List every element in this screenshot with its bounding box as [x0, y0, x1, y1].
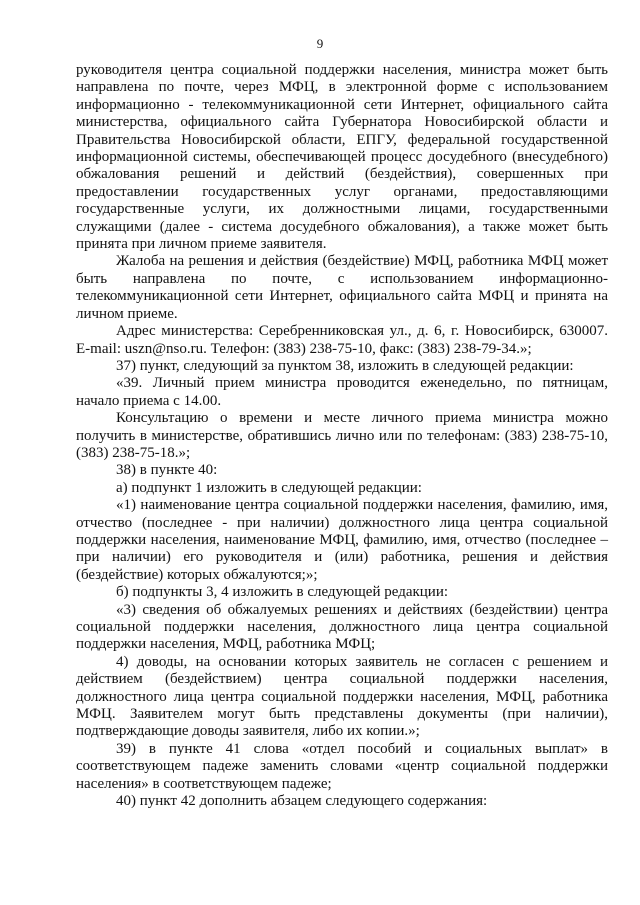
page-number: 9 — [316, 36, 324, 51]
paragraph: 38) в пункте 40: — [116, 462, 218, 479]
paragraph: 39) в пункте 41 слова «отдел пособий и социальных выплат» в соответствующем падеже заменить словами «центр социальной поддержки населения» в соответствующем падеже; — [76, 740, 608, 792]
paragraph: Адрес министерства: Серебренниковская ул., д. 6, г. Новосибирск, 630007. E-mail: uszn@nso.ru. Телефон: (383) 238-75-10, факс: (383) 238-79-34.»; — [76, 323, 608, 357]
paragraph: 4) доводы, на основании которых заявитель не согласен с решением и действием (бездействием) центра социальной поддержки населения, должностного лица центра социальной поддержки населения, МФЦ, работника МФЦ. Заявителем могут быть представлены документы (при наличии), подтверждающие доводы заявителя, либо их копии.»; — [76, 653, 608, 740]
paragraph: «3) сведения об обжалуемых решениях и действиях (бездействии) центра социальной поддержки населения, должностного лица центра социальной поддержки населения, МФЦ, работника МФЦ; — [76, 601, 608, 653]
paragraph: «39. Личный прием министра проводится еженедельно, по пятницам, начало приема с 14.00. — [76, 375, 608, 409]
paragraph: 37) пункт, следующий за пунктом 38, изложить в следующей редакции: — [116, 357, 574, 374]
paragraph: «1) наименование центра социальной поддержки населения, фамилию, имя, отчество (последнее - при наличии) должностного лица центра социальной поддержки населения, наименование МФЦ, фамилию, имя, отчество (последнее – при наличии) его руководителя и (или) работника, решения и действия (бездействие) которых обжалуются;»; — [76, 497, 608, 583]
paragraph: 40) пункт 42 дополнить абзацем следующего содержания: — [116, 793, 488, 810]
paragraph: Жалоба на решения и действия (бездействие) МФЦ, работника МФЦ может быть направлена по почте, с использованием информационно-телекоммуникационной сети Интернет, официального сайта МФЦ и принята на личном приеме. — [76, 253, 608, 322]
paragraph: Консультацию о времени и месте личного приема министра можно получить в министерстве, обратившись лично или по телефонам: (383) 238-75-10, (383) 238-75-18.»; — [76, 410, 608, 461]
paragraph: руководителя центра социальной поддержки населения, министра может быть направлена по почте, через МФЦ, в электронной форме с использованием информационно - телекоммуникационной сети Интернет, официального сайта министерства, официального сайта Губернатора Новосибирской области и Правительства Новосибирской области, ЕПГУ, федеральной государственной информационной системы, обеспечивающей процесс досудебного (внесудебного) обжалования решений и действий (бездействия), совершенных при предоставлении государственных услуг органами, предоставляющими государственные услуги, их должностными лицами, государственными служащими (далее - система досудебного обжалования), а также может быть принята при личном приеме заявителя. — [76, 62, 608, 253]
document-body — [76, 62, 608, 810]
paragraph: б) подпункты 3, 4 изложить в следующей редакции: — [116, 584, 449, 601]
paragraph: а) подпункт 1 изложить в следующей редакции: — [116, 479, 422, 496]
